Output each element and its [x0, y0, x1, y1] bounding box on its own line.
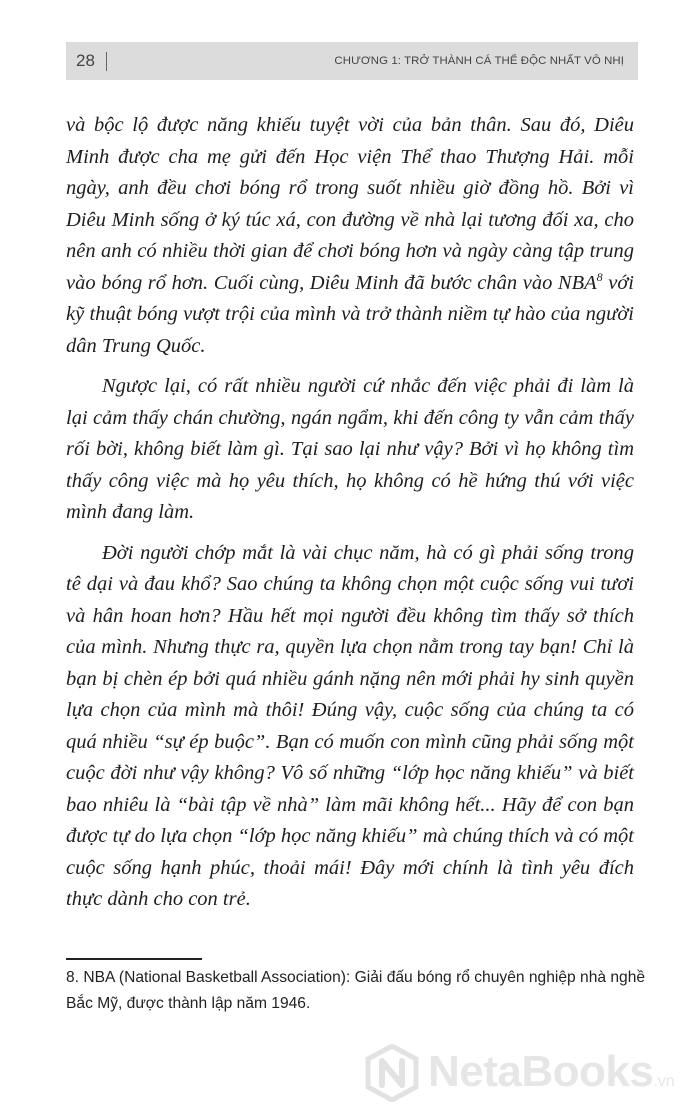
- chapter-title: CHƯƠNG 1: TRỞ THÀNH CÁ THỂ ĐỘC NHẤT VÔ NHỊ: [334, 55, 624, 67]
- page-number: 28: [76, 51, 95, 70]
- footnote: 8. NBA (National Basketball Association): Giải đấu bóng rổ chuyên nghiệp nhà nghề Bắc Mỹ, được thành lập năm 1946.: [66, 969, 646, 1012]
- footnote-ref[interactable]: 8: [596, 269, 603, 284]
- body-text: [66, 110, 634, 916]
- footnote-divider: [66, 958, 202, 960]
- netabooks-logo-icon: [364, 1044, 420, 1102]
- watermark-domain: .vn: [653, 1073, 675, 1090]
- paragraph-1-text-cont: với kỹ thuật bóng vượt trội của mình và trở thành niềm tự hào của người dân Trung Quốc.: [66, 271, 634, 357]
- paragraph-1: [66, 110, 634, 362]
- watermark-text: [428, 1042, 675, 1102]
- running-header: [66, 42, 638, 80]
- paragraph-2: Ngược lại, có rất nhiều người cứ nhắc đến việc phải đi làm là lại cảm thấy chán chường, ngán ngẩm, khi đến công ty vẫn cảm thấy rối bời, không biết làm gì. Tại sao lại như vậy? Bởi vì họ không tìm thấy công việc mà họ yêu thích, họ không có hề hứng thú với việc mình đang làm.: [66, 375, 634, 523]
- header-divider: [106, 52, 107, 71]
- watermark-brand: NetaBooks: [428, 1047, 654, 1096]
- paragraph-1-text: và bộc lộ được năng khiếu tuyệt vời của bản thân. Sau đó, Diêu Minh được cha mẹ gửi đến Học viện Thể thao Thượng Hải. mỗi ngày, anh đều chơi bóng rổ trong suốt nhiều giờ đồng hồ. Bởi vì Diêu Minh sống ở ký túc xá, con đường về nhà lại tương đối xa, cho nên anh có nhiều thời gian để chơi bóng hơn và ngày càng tập trung vào bóng rổ hơn. Cuối cùng, Diêu Minh đã bước chân vào NBA: [66, 114, 634, 294]
- watermark: [364, 1042, 694, 1102]
- paragraph-3: Đời người chớp mắt là vài chục năm, hà có gì phải sống trong tê dại và đau khổ? Sao chúng ta không chọn một cuộc sống vui tươi và hân hoan hơn? Hầu hết mọi người đều không tìm thấy sở thích của mình. Nhưng thực ra, quyền lựa chọn nằm trong tay bạn! Chỉ là bạn bị chèn ép bởi quá nhiều gánh nặng nên mới phải hy sinh quyền lựa chọn của mình mà thôi! Đúng vậy, cuộc sống của chúng ta có quá nhiều “sự ép buộc”. Bạn có muốn con mình cũng phải sống một cuộc đời như vậy không? Vô số những “lớp học năng khiếu” và biết bao nhiêu là “bài tập về nhà” làm mãi không hết... Hãy để con bạn được tự do lựa chọn “lớp học năng khiếu” mà chúng thích và có một cuộc sống hạnh phúc, thoải mái! Đây mới chính là tình yêu đích thực dành cho con trẻ.: [66, 541, 634, 910]
